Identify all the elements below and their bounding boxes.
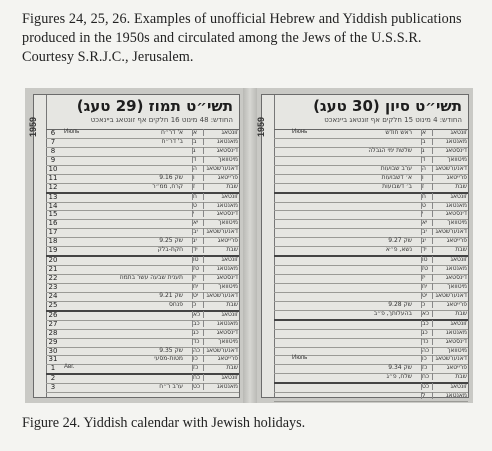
hebrew-date: טו (192, 256, 203, 263)
weekday: דאנערשטאג (432, 165, 468, 172)
day-note: שק 9.35 (159, 346, 183, 354)
hebrew-date: כה (192, 347, 203, 354)
civil-date: 23 (48, 282, 58, 291)
day-note: ב' דר״ח (161, 137, 183, 145)
day-note: ב׳ דשבועות (382, 182, 412, 190)
weekday: זונטאג (432, 320, 468, 327)
day-note: שק 9.25 (159, 237, 183, 245)
hebrew-date: טו (421, 256, 432, 263)
civil-date: 20 (48, 256, 58, 265)
month-header (46, 95, 239, 130)
hebrew-date: יב (421, 228, 432, 235)
day-note: ראש חודש (385, 129, 412, 136)
weekday: זונטאג (203, 256, 239, 263)
hebrew-date: ט (192, 202, 203, 209)
civil-date: 3 (50, 383, 56, 392)
day-rows (46, 130, 239, 397)
civil-date: 15 (48, 210, 58, 219)
civil-date: 17 (48, 228, 58, 237)
hebrew-date: יח (421, 283, 432, 290)
hebrew-date: כט (192, 383, 203, 390)
hebrew-date: כ (421, 301, 432, 308)
year-label: 1959 (28, 116, 38, 137)
weekday: מיטוואך (432, 156, 468, 163)
civil-date: 26 (48, 310, 58, 319)
hebrew-date: ג (421, 147, 432, 154)
weekday: פרייטאג (203, 174, 239, 181)
day-note: חקת-בלק (157, 246, 183, 254)
civil-date: 7 (50, 137, 56, 146)
month-marker: Июль (64, 129, 80, 135)
weekday: זונטאג (432, 193, 468, 200)
weekday: מיטוואך (203, 338, 239, 345)
day-note: פנחס (169, 300, 183, 308)
hebrew-date: ח (421, 193, 432, 200)
year-label: 1959 (256, 116, 266, 137)
weekday: מיטוואך (203, 156, 239, 163)
day-note: א' דר״ח (160, 129, 183, 136)
hebrew-date: כו (421, 355, 432, 362)
calendar-page-tammuz (28, 94, 240, 398)
month-title: תשי״ט תמוז (29 טעג) (76, 97, 233, 115)
hebrew-date: כה (421, 347, 432, 354)
weekday: שבת (203, 183, 239, 190)
hebrew-date: כ (192, 301, 203, 308)
hebrew-date: ח (192, 193, 203, 200)
hebrew-date: יד (421, 246, 432, 253)
weekday: מאנטאג (203, 320, 239, 327)
weekday: שבת (432, 246, 468, 253)
hebrew-date: כט (421, 383, 432, 390)
hebrew-date: י (421, 210, 432, 217)
weekday: פרייטאג (203, 355, 239, 362)
weekday: מאנטאג (432, 138, 468, 145)
civil-date: 10 (48, 164, 58, 173)
hebrew-date: יא (192, 219, 203, 226)
hebrew-date: א (192, 129, 203, 136)
calendar-row (274, 393, 468, 402)
hebrew-date: יח (192, 283, 203, 290)
day-note: שק 9.34 (388, 364, 412, 372)
hebrew-date: יג (421, 237, 432, 244)
weekday: שבת (432, 373, 468, 380)
weekday: זונטאג (203, 129, 239, 136)
figure-caption-top: Figures 24, 25, 26. Examples of unofficial Hebrew and Yiddish publications produced in the 1950s and circulated among the Jews of the U.S.S.R. Courtesy S.R.J.C., Jerusalem. (22, 11, 462, 65)
weekday: מאנטאג (432, 329, 468, 336)
weekday: זונטאג (432, 129, 468, 136)
calendar-page-sivan (256, 94, 469, 400)
hebrew-date: ב (421, 138, 432, 145)
month-marker: Июль (292, 355, 308, 362)
hebrew-date: כד (421, 338, 432, 345)
day-note: ערב שבועות (380, 164, 412, 172)
hebrew-date: כח (192, 374, 203, 381)
weekday: דינסטאג (203, 147, 239, 154)
weekday: שבת (432, 310, 468, 317)
weekday: דאנערשטאג (203, 165, 239, 172)
weekday: שבת (203, 364, 239, 371)
civil-date: 9 (50, 155, 56, 164)
hebrew-date: י (192, 210, 203, 217)
weekday: דאנערשטאג (432, 292, 468, 299)
hebrew-date: ל (421, 392, 432, 399)
hebrew-date: כא (192, 311, 203, 318)
hebrew-date: ט (421, 202, 432, 209)
month-title: תשי״ט סיון (30 טעג) (313, 97, 462, 115)
hebrew-date: כז (421, 364, 432, 371)
molad-line: החודש: 48 מינוט 16 חלקים אף זונטאג ביינאכט (90, 116, 233, 124)
weekday: מאנטאג (203, 138, 239, 145)
civil-date: 13 (48, 192, 58, 201)
hebrew-date: יד (192, 246, 203, 253)
molad-line: החודש: 4 מינוט 15 חלקים אף זונטאג ביינאכט (324, 116, 462, 124)
civil-date: 21 (48, 265, 58, 274)
day-rows (274, 129, 468, 400)
day-note: תענית שבעה עשר בתמוז (119, 274, 183, 281)
weekday: זונטאג (203, 193, 239, 200)
hebrew-date: א (421, 129, 432, 136)
weekday: דינסטאג (203, 274, 239, 281)
weekday: דאנערשטאג (203, 347, 239, 354)
day-note: מטות-מסעי (154, 355, 183, 363)
civil-date: 22 (48, 274, 58, 282)
weekday: דינסטאג (432, 147, 468, 154)
hebrew-date: ה (421, 165, 432, 172)
weekday: דאנערשטאג (203, 292, 239, 299)
month-marker: Авг. (64, 364, 75, 371)
calendar-row (46, 384, 239, 393)
hebrew-date: ו (421, 174, 432, 181)
civil-date: 25 (48, 300, 58, 309)
hebrew-date: יט (421, 292, 432, 299)
hebrew-date: כג (421, 329, 432, 336)
weekday: מאנטאג (203, 202, 239, 209)
day-note: נשא, פ״א (385, 246, 412, 254)
weekday: מיטוואך (432, 219, 468, 226)
civil-date: 28 (48, 328, 58, 337)
hebrew-date: יז (421, 274, 432, 281)
hebrew-date: כח (421, 373, 432, 380)
weekday: דינסטאג (432, 274, 468, 281)
civil-date: 11 (48, 173, 58, 182)
weekday: שבת (203, 301, 239, 308)
weekday: דינסטאג (432, 338, 468, 345)
weekday: דינסטאג (203, 329, 239, 336)
day-note: שק 9.21 (159, 291, 183, 299)
weekday: דאנערשטאג (432, 355, 468, 362)
day-note: שק 9.16 (159, 173, 183, 181)
hebrew-date: ד (421, 156, 432, 163)
weekday: מאנטאג (432, 202, 468, 209)
calendar-photo (25, 88, 473, 403)
weekday: מיטוואך (432, 347, 468, 354)
hebrew-date: יב (192, 228, 203, 235)
hebrew-date: כד (192, 338, 203, 345)
weekday: דאנערשטאג (432, 228, 468, 235)
weekday: דינסטאג (203, 210, 239, 217)
weekday: מאנטאג (203, 383, 239, 390)
weekday: דאנערשטאג (203, 228, 239, 235)
hebrew-date: יז (192, 274, 203, 281)
civil-date: 16 (48, 219, 58, 228)
day-note: שלח, פ״ג (386, 373, 412, 381)
weekday: זונטאג (203, 311, 239, 318)
day-note: שק 9.27 (388, 237, 412, 245)
hebrew-date: ד (192, 156, 203, 163)
weekday: פרייטאג (432, 364, 468, 371)
hebrew-date: ו (192, 174, 203, 181)
hebrew-date: יט (192, 292, 203, 299)
civil-date: 12 (48, 182, 58, 191)
civil-date: 18 (48, 237, 58, 246)
weekday: זונטאג (203, 374, 239, 381)
civil-date: 19 (48, 246, 58, 255)
weekday: פרייטאג (203, 237, 239, 244)
civil-date: 1 (50, 364, 56, 373)
weekday: מיטוואך (432, 283, 468, 290)
weekday: מאנטאג (432, 265, 468, 272)
civil-date: 14 (48, 201, 58, 210)
hebrew-date: כז (192, 364, 203, 371)
civil-date: 24 (48, 291, 58, 300)
civil-date: 8 (50, 146, 56, 155)
weekday: זונטאג (432, 256, 468, 263)
hebrew-date: כג (192, 329, 203, 336)
hebrew-date: יא (421, 219, 432, 226)
civil-date: 29 (48, 337, 58, 346)
hebrew-date: טז (192, 265, 203, 272)
hebrew-date: ה (192, 165, 203, 172)
day-note: קרח, ממ״ר (152, 182, 183, 190)
figure-caption-bottom: Figure 24. Yiddish calendar with Jewish holidays. (22, 415, 306, 431)
weekday: מיטוואך (203, 219, 239, 226)
weekday: דינסטאג (432, 210, 468, 217)
day-note: בהעלותך, פ״ב (373, 309, 412, 317)
hebrew-date: ב (192, 138, 203, 145)
civil-date: 2 (50, 374, 56, 383)
civil-date: 27 (48, 319, 58, 328)
hebrew-date: טז (421, 265, 432, 272)
hebrew-date: ז (192, 183, 203, 190)
weekday: שבת (432, 183, 468, 190)
weekday: שבת (203, 246, 239, 253)
day-note: ערב ר״ח (159, 383, 183, 391)
civil-date: 30 (48, 346, 58, 355)
day-note: שק 9.28 (388, 300, 412, 308)
weekday: מאנטאג (203, 265, 239, 272)
hebrew-date: כב (421, 320, 432, 327)
weekday: זונטאג (432, 383, 468, 390)
book-gutter (243, 88, 257, 403)
day-note: שלשת ימי הגבלה (368, 146, 412, 154)
weekday: פרייטאג (432, 174, 468, 181)
weekday: פרייטאג (432, 301, 468, 308)
weekday: מיטוואך (203, 283, 239, 290)
civil-date: 6 (50, 129, 56, 137)
hebrew-date: ז (421, 183, 432, 190)
weekday: מאנטאג (432, 392, 468, 399)
weekday: פרייטאג (432, 237, 468, 244)
hebrew-date: ג (192, 147, 203, 154)
hebrew-date: כו (192, 355, 203, 362)
day-note: א׳ דשבועות (381, 173, 412, 181)
civil-date: 31 (48, 355, 58, 364)
month-header (274, 95, 468, 130)
hebrew-date: יג (192, 237, 203, 244)
hebrew-date: כא (421, 310, 432, 317)
hebrew-date: כב (192, 320, 203, 327)
month-marker: Июнь (292, 129, 308, 135)
